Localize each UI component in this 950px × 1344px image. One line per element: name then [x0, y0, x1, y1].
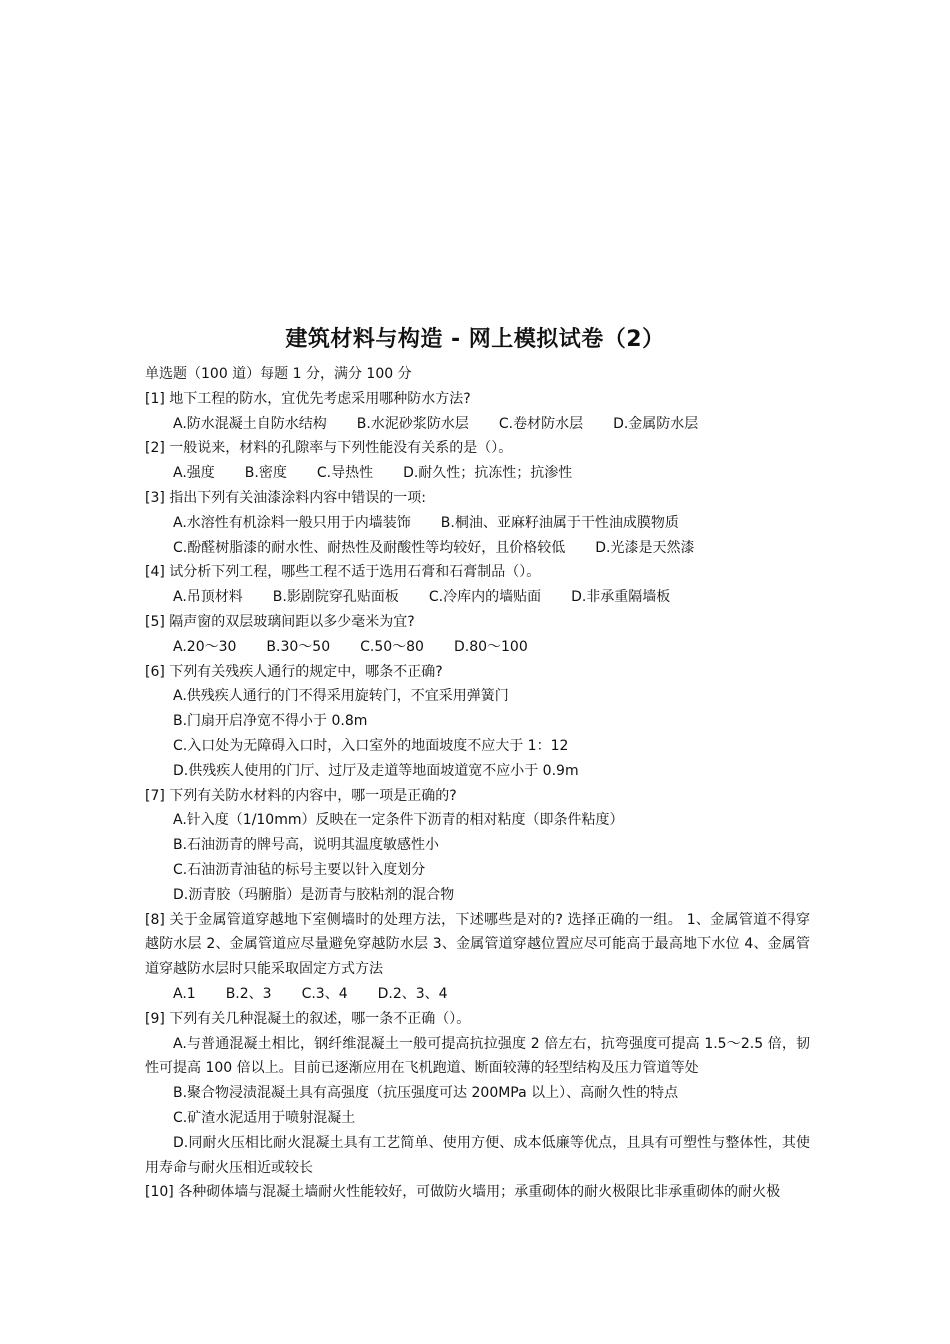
question-1-stem: [1] 地下工程的防水，宜优先考虑采用哪种防水方法?	[145, 390, 471, 407]
question-3-options-row-2	[145, 536, 810, 561]
option-c: C.矿渣水泥适用于喷射混凝土	[173, 1109, 356, 1126]
option-d: D.沥青胶（玛腑脂）是沥青与胶粘剂的混合物	[173, 886, 455, 903]
option-b: B.桐油、亚麻籽油属于干性油成膜物质	[440, 514, 679, 531]
option-b: B.密度	[244, 465, 287, 482]
option-c: C.冷库内的墙贴面	[428, 589, 542, 606]
question-9-stem: [9] 下列有关几种混凝土的叙述，哪一条不正确（）。	[145, 1010, 471, 1027]
option-b: B.水泥砂浆防水层	[356, 415, 469, 432]
exam-content	[145, 362, 810, 1205]
option-a: A.1	[173, 985, 196, 1002]
question-2-stem: [2] 一般说来，材料的孔隙率与下列性能没有关系的是（）。	[145, 440, 513, 457]
option-c: C.导热性	[316, 465, 374, 482]
option-a: A.供残疾人通行的门不得采用旋转门，不宜采用弹簧门	[173, 688, 509, 705]
option-a: A.吊顶材料	[173, 589, 243, 606]
option-c: C.3、4	[301, 985, 348, 1002]
question-4-stem: [4] 试分析下列工程，哪些工程不适于选用石膏和石膏制品（）。	[145, 564, 541, 581]
option-b: B.聚合物浸渍混凝土具有高强度（抗压强度可达 200MPa 以上）、高耐久性的特点	[173, 1085, 679, 1102]
option-c: C.酚醛树脂漆的耐水性、耐热性及耐酸性等均较好，且价格较低	[173, 539, 566, 556]
exam-intro: 单选题（100 道）每题 1 分，满分 100 分	[145, 366, 412, 382]
option-d: D.同耐火压相比耐火混凝土具有工艺简单、使用方便、成本低廉等优点，且具有可塑性与整体性，其使用寿命与耐火压相近或较长	[145, 1134, 810, 1176]
option-b: B.门扇开启净宽不得小于 0.8m	[173, 713, 368, 730]
option-a: A.水溶性有机涂料一般只用于内墙装饰	[173, 514, 411, 531]
option-d: D.光漆是天然漆	[595, 539, 695, 556]
question-3-stem: [3] 指出下列有关油漆涂料内容中错误的一项:	[145, 489, 426, 506]
option-b: B.石油沥青的牌号高，说明其温度敏感性小	[173, 837, 440, 854]
option-d: D.2、3、4	[377, 985, 448, 1002]
option-d: D.供残疾人使用的门厅、过厅及走道等地面坡道宽不应小于 0.9m	[173, 762, 579, 779]
option-d: D.非承重隔墙板	[571, 589, 671, 606]
question-5-options	[145, 635, 810, 660]
question-4-options	[145, 585, 810, 610]
option-a: A.强度	[173, 465, 215, 482]
option-c: C.50～80	[360, 638, 424, 655]
option-c: C.石油沥青油毡的标号主要以针入度划分	[173, 861, 426, 878]
question-6-stem: [6] 下列有关残疾人通行的规定中，哪条不正确?	[145, 663, 443, 680]
option-b: B.2、3	[225, 985, 272, 1002]
option-d: D.金属防水层	[613, 415, 699, 432]
option-a: A.针入度（1/10mm）反映在一定条件下沥青的相对粘度（即条件粘度）	[173, 812, 624, 829]
option-c: C.入口处为无障碍入口时，入口室外的地面坡度不应大于 1：12	[173, 737, 569, 754]
question-3-options-row-1	[145, 511, 810, 536]
question-8-options	[145, 982, 810, 1007]
question-10-stem: [10] 各种砌体墙与混凝土墙耐火性能较好，可做防火墙用；承重砌体的耐火极限比非承重砌体的耐火极	[145, 1184, 781, 1201]
option-a: A.20～30	[173, 638, 237, 655]
question-8-stem: [8] 关于金属管道穿越地下室侧墙时的处理方法，下述哪些是对的? 选择正确的一组。 1、金属管道不得穿越防水层 2、金属管道应尽量避免穿越防水层 3、金属管道穿越位置应尽可能高于最高地下水位 4、金属管道穿越防水层时只能采取固定方式方法	[145, 911, 810, 978]
option-d: D.80～100	[453, 638, 528, 655]
option-d: D.耐久性；抗冻性；抗渗性	[403, 465, 573, 482]
question-2-options	[145, 461, 810, 486]
option-c: C.卷材防水层	[498, 415, 584, 432]
option-b: B.30～50	[266, 638, 331, 655]
question-5-stem: [5] 隔声窗的双层玻璃间距以多少毫米为宜?	[145, 613, 415, 630]
option-a: A.防水混凝土自防水结构	[173, 415, 327, 432]
option-a: A.与普通混凝土相比，钢纤维混凝土一般可提高抗拉强度 2 倍左右，抗弯强度可提高 1.5～2.5 倍，韧性可提高 100 倍以上。目前已逐渐应用在飞机跑道、断面较薄的轻型结构及压力管道等处	[145, 1035, 810, 1077]
option-b: B.影剧院穿孔贴面板	[272, 589, 399, 606]
page-title: 建筑材料与构造 - 网上模拟试卷（2）	[285, 327, 665, 352]
question-1-options	[145, 412, 810, 437]
question-7-stem: [7] 下列有关防水材料的内容中，哪一项是正确的?	[145, 787, 457, 804]
